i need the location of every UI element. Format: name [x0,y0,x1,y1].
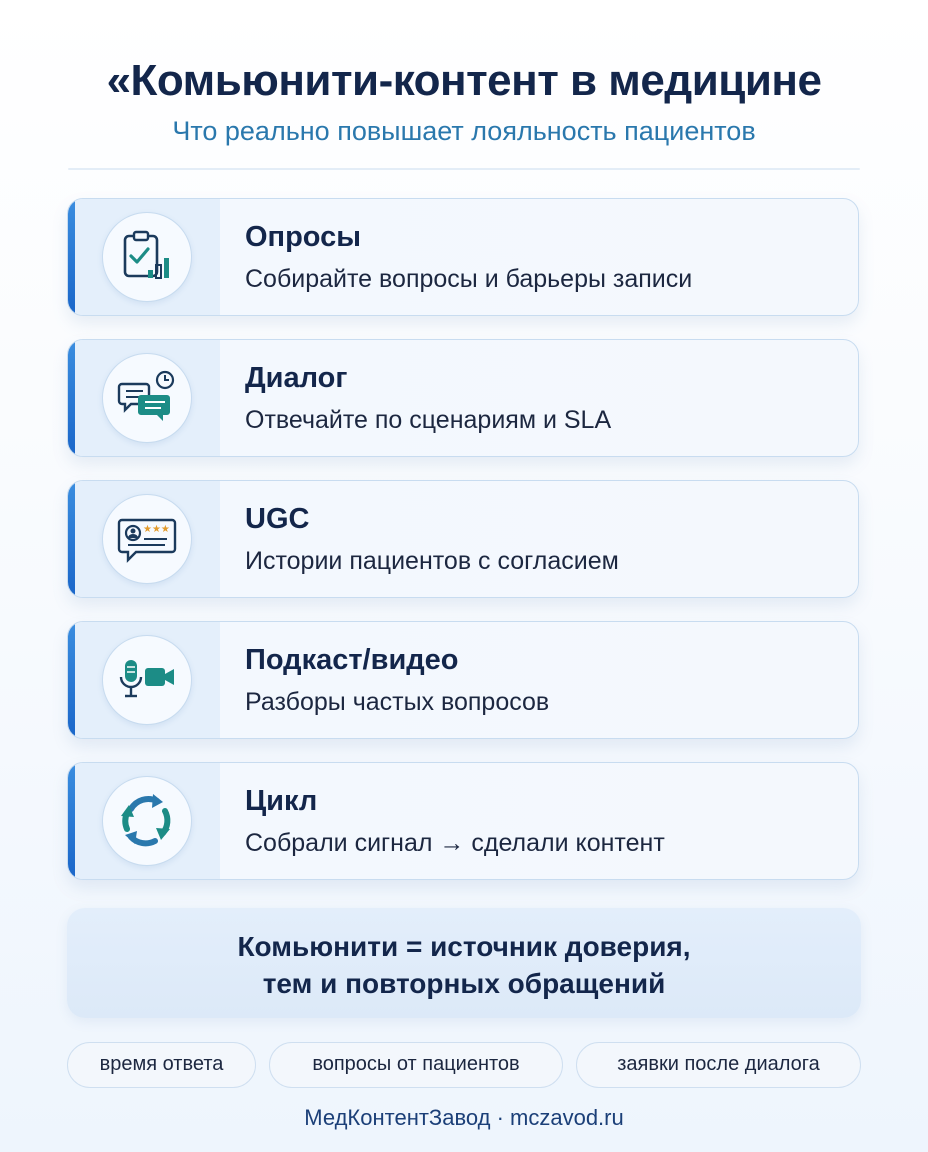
card-description: Разборы частых вопросов [245,688,550,716]
chip-response-time: время ответа [67,1042,256,1088]
survey-clipboard-chart-icon [117,227,177,287]
card-description: Отвечайте по сценариям и SLA [245,406,612,434]
chip-patient-questions: вопросы от пациентов [269,1042,563,1088]
card-accent-bar [68,340,75,456]
card-ugc [67,480,859,598]
card-accent-bar [68,622,75,738]
card-accent-bar [68,481,75,597]
card-title: Диалог [245,362,348,394]
card-cycle [67,762,859,880]
card-surveys [67,198,859,316]
review-card-stars-icon [117,509,177,569]
card-description: Собрали сигнал → сделали контент [245,829,665,857]
chat-bubbles-clock-icon [117,368,177,428]
footer-brand: МедКонтентЗавод · mczavod.ru [304,1105,624,1130]
cycle-arrows-icon [117,791,177,851]
card-title: UGC [245,503,310,535]
card-dialog [67,339,859,457]
summary-box [67,908,861,1018]
chip-requests-after-dialog: заявки после диалога [576,1042,861,1088]
card-description: Собирайте вопросы и барьеры записи [245,265,693,293]
page-subtitle: Что реально повышает лояльность пациентов [172,116,756,146]
card-title: Подкаст/видео [245,644,459,676]
microphone-video-camera-icon [117,650,177,710]
summary-line: тем и повторных обращений [262,968,666,999]
summary-line: Комьюнити = источник доверия, [237,931,691,962]
card-accent-bar [68,199,75,315]
header-divider [68,168,860,170]
card-title: Опросы [245,221,362,253]
page-title: «Комьюнити-контент в медицине [106,56,822,105]
card-accent-bar [68,763,75,879]
svg-text:★★★: ★★★ [143,524,170,535]
card-description: Истории пациентов с согласием [245,547,619,575]
card-podcast-video [67,621,859,739]
card-title: Цикл [245,785,318,817]
